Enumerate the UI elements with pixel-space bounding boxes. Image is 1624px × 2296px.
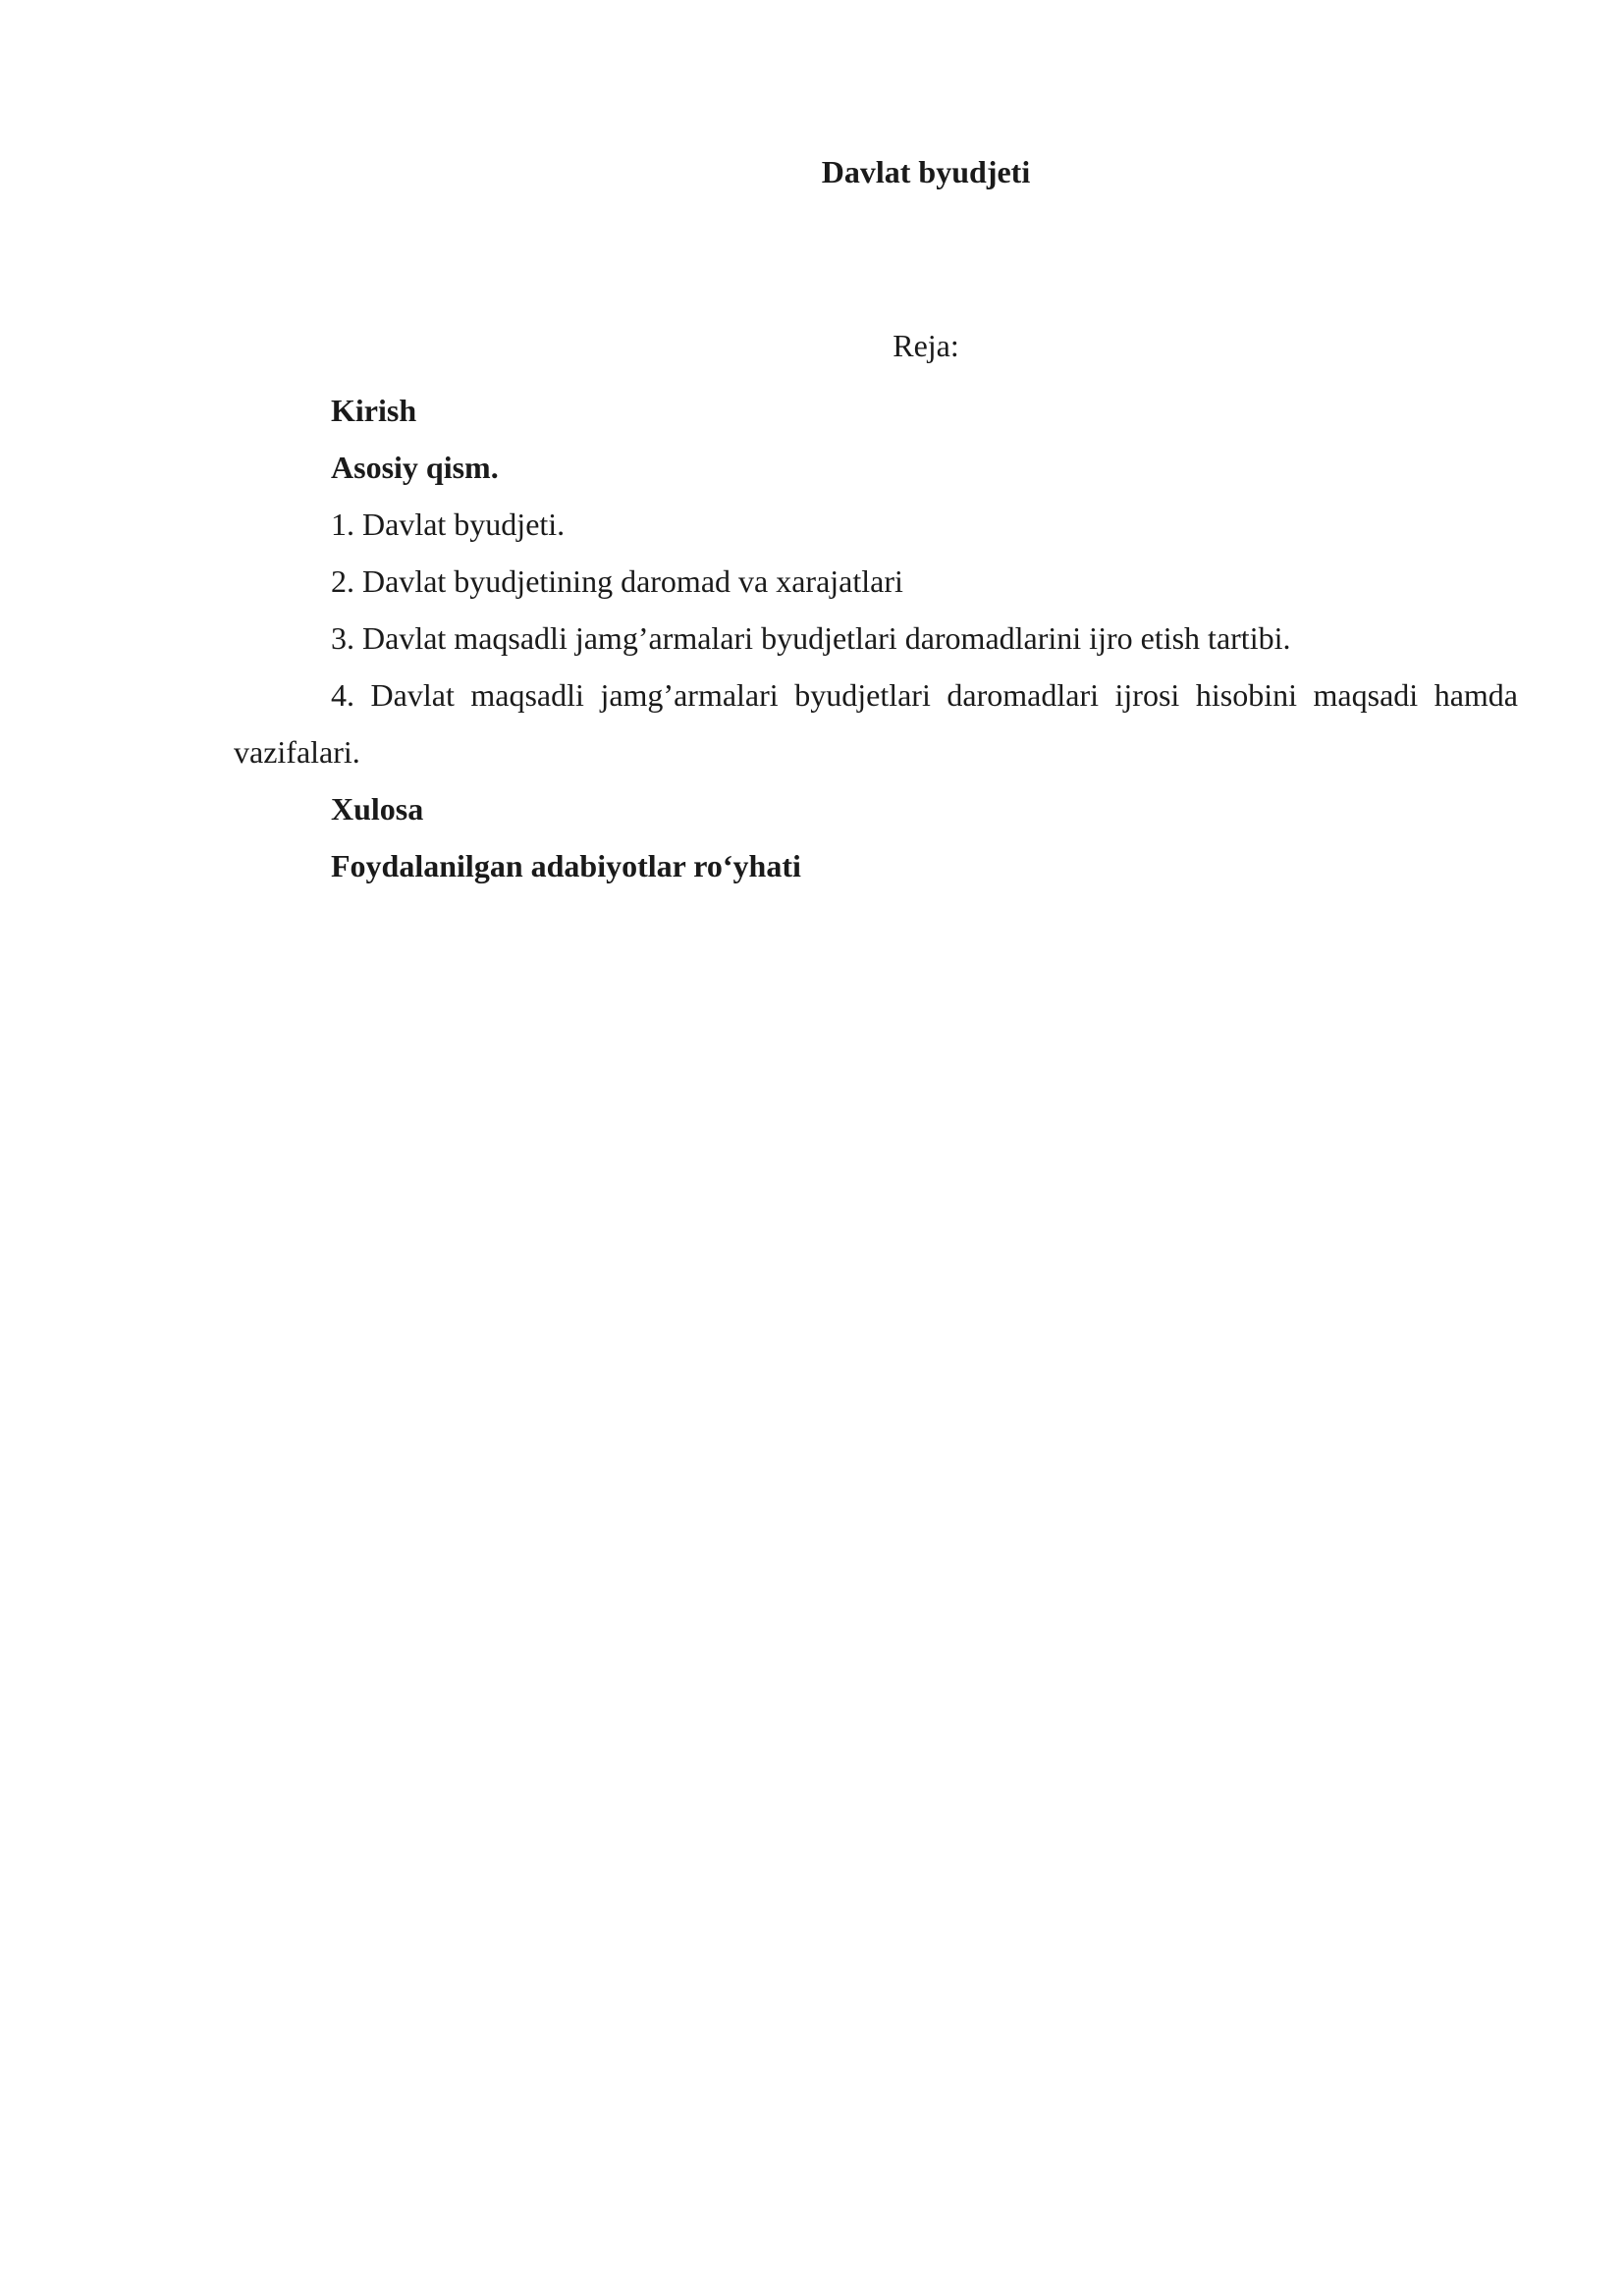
plan-item-conclusion: Xulosa [331, 791, 424, 827]
document-title: Davlat byudjeti [821, 154, 1031, 189]
plan-item-4: 4. Davlat maqsadli jamg’armalari byudjetlari daromadlari ijrosi hisobini maqsadi hamda vazifalari. [234, 677, 1518, 770]
plan-item-introduction: Kirish [331, 393, 417, 428]
plan-item-3: 3. Davlat maqsadli jamg’armalari byudjetlari daromadlarini ijro etish tartibi. [331, 620, 1291, 656]
plan-item-2: 2. Davlat byudjetining daromad va xarajatlari [331, 563, 903, 599]
plan-item-1: 1. Davlat byudjeti. [331, 507, 566, 542]
plan-list [234, 382, 1518, 894]
plan-item-main-part: Asosiy qism. [331, 450, 499, 485]
plan-item-references: Foydalanilgan adabiyotlar ro‘yhati [331, 848, 801, 883]
plan-heading: Reja: [893, 328, 959, 363]
